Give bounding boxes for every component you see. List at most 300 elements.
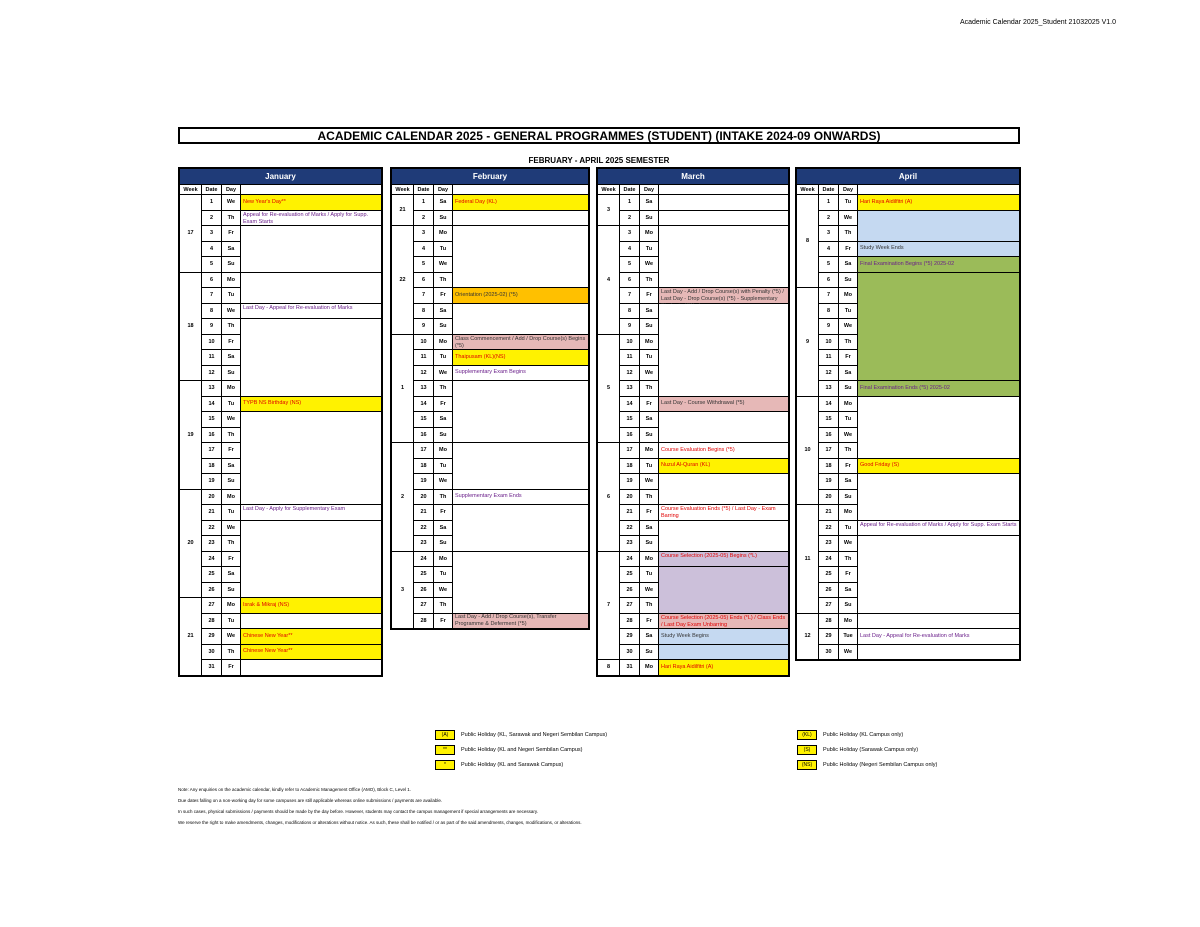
date-cell: 3 (819, 226, 838, 241)
date-cell: 27 (414, 598, 433, 613)
empty-event-cell (453, 443, 588, 489)
date-cell: 6 (819, 273, 838, 288)
day-cell: Th (222, 428, 240, 443)
col-header-date: Date (819, 185, 838, 194)
empty-event-cell (858, 397, 1019, 458)
empty-event-cell (858, 211, 1019, 241)
day-cell: Sa (640, 521, 658, 536)
week-number: 21 (392, 195, 413, 225)
day-cell: We (222, 629, 240, 644)
day-cell: Fr (222, 335, 240, 350)
month-header: February (392, 169, 588, 184)
date-cell: 13 (414, 381, 433, 396)
event-cell: Chinese New Year** (241, 629, 381, 644)
day-cell: Th (640, 598, 658, 613)
month-april (795, 167, 1021, 661)
date-cell: 15 (620, 412, 639, 427)
day-cell: Mo (222, 598, 240, 613)
day-cell: Su (434, 428, 452, 443)
day-cell: Th (222, 211, 240, 226)
legend-swatch: (A) (435, 730, 455, 740)
day-cell: Sa (640, 195, 658, 210)
col-header-day: Day (434, 185, 452, 194)
date-cell: 18 (620, 459, 639, 474)
date-cell: 24 (620, 552, 639, 567)
date-cell: 18 (202, 459, 221, 474)
week-number: 2 (392, 443, 413, 551)
event-cell: Course Selection (2025-05) Ends (*L) / Class Ends / Last Day Exam Unbarring (659, 614, 788, 629)
date-cell: 11 (620, 350, 639, 365)
date-cell: 23 (819, 536, 838, 551)
day-cell: Sa (640, 412, 658, 427)
date-cell: 7 (620, 288, 639, 303)
date-cell: 30 (819, 645, 838, 660)
day-cell: Sa (434, 304, 452, 319)
event-cell: Last Day - Appeal for Re-evaluation of Marks (858, 629, 1019, 644)
legend-swatch: * (435, 760, 455, 770)
col-header-event (241, 185, 381, 194)
day-cell: Mo (434, 552, 452, 567)
day-cell: Su (222, 257, 240, 272)
event-cell: Course Evaluation Ends (*5) / Last Day - Exam Barring (659, 505, 788, 520)
day-cell: We (222, 521, 240, 536)
week-number: 20 (180, 490, 201, 598)
date-cell: 16 (620, 428, 639, 443)
empty-event-cell (858, 273, 1019, 381)
day-cell: Fr (839, 459, 857, 474)
empty-event-cell (659, 412, 788, 442)
col-header-date: Date (414, 185, 433, 194)
day-cell: Su (839, 598, 857, 613)
event-cell: Appeal for Re-evaluation of Marks / Apply for Supp. Exam Starts (858, 521, 1019, 536)
day-cell: We (839, 319, 857, 334)
week-number: 7 (598, 552, 619, 660)
event-cell: Last Day - Add / Drop Course(s), Transfer Programme & Deferment (*5) (453, 614, 588, 629)
day-cell: Fr (222, 552, 240, 567)
col-header-day: Day (839, 185, 857, 194)
day-cell: We (640, 366, 658, 381)
day-cell: We (222, 412, 240, 427)
col-header-event (659, 185, 788, 194)
legend-label: Public Holiday (KL and Negeri Sembilan Campus) (461, 747, 583, 753)
day-cell: Th (222, 536, 240, 551)
date-cell: 14 (819, 397, 838, 412)
event-cell: Study Week Ends (858, 242, 1019, 257)
week-number: 3 (598, 195, 619, 225)
month-february (390, 167, 590, 630)
day-cell: Th (640, 381, 658, 396)
date-cell: 10 (620, 335, 639, 350)
day-cell: Fr (640, 288, 658, 303)
date-cell: 31 (620, 660, 639, 675)
week-number: 10 (797, 397, 818, 505)
day-cell: We (434, 257, 452, 272)
date-cell: 26 (414, 583, 433, 598)
legend-item (435, 730, 607, 740)
day-cell: We (839, 645, 857, 660)
week-number: 9 (797, 288, 818, 396)
note-line: We reserve the right to make amendments, changes, modifications or alterations without notice. As such, these shall be notified / or as part of the said amendments, changes, modifications, or alterations. (178, 820, 582, 825)
date-cell: 1 (819, 195, 838, 210)
empty-event-cell (659, 474, 788, 504)
date-cell: 19 (202, 474, 221, 489)
date-cell: 29 (819, 629, 838, 644)
empty-event-cell (241, 660, 381, 675)
note-line: In such cases, physical submissions / payments should be made by the day before. However, students may contact the campus management if special arrangements are necessary. (178, 809, 539, 814)
day-cell: Tu (222, 288, 240, 303)
col-header-event (858, 185, 1019, 194)
date-cell: 7 (202, 288, 221, 303)
date-cell: 9 (414, 319, 433, 334)
day-cell: Sa (222, 459, 240, 474)
empty-event-cell (659, 567, 788, 613)
date-cell: 7 (819, 288, 838, 303)
day-cell: Su (640, 428, 658, 443)
day-cell: Sa (434, 521, 452, 536)
day-cell: Mo (434, 335, 452, 350)
legend-item (435, 745, 582, 755)
date-cell: 11 (414, 350, 433, 365)
notes-section (178, 784, 582, 828)
date-cell: 28 (202, 614, 221, 629)
week-number: 5 (598, 335, 619, 443)
event-cell: Supplementary Exam Ends (453, 490, 588, 505)
empty-event-cell (453, 505, 588, 551)
date-cell: 3 (414, 226, 433, 241)
date-cell: 30 (620, 645, 639, 660)
empty-event-cell (241, 521, 381, 598)
date-cell: 21 (202, 505, 221, 520)
day-cell: Th (434, 273, 452, 288)
day-cell: We (434, 366, 452, 381)
date-cell: 16 (202, 428, 221, 443)
date-cell: 19 (620, 474, 639, 489)
day-cell: Fr (222, 660, 240, 675)
col-header-day: Day (640, 185, 658, 194)
date-cell: 30 (202, 645, 221, 660)
col-header-date: Date (620, 185, 639, 194)
event-cell: TYPB NS Birthday (NS) (241, 397, 381, 412)
day-cell: Sa (434, 195, 452, 210)
date-cell: 5 (202, 257, 221, 272)
date-cell: 12 (202, 366, 221, 381)
date-cell: 25 (819, 567, 838, 582)
legend-label: Public Holiday (Sarawak Campus only) (823, 747, 919, 753)
event-cell: Course Selection (2025-05) Begins (*L) (659, 552, 788, 567)
date-cell: 13 (620, 381, 639, 396)
week-number: 6 (598, 443, 619, 551)
date-cell: 20 (819, 490, 838, 505)
date-cell: 12 (414, 366, 433, 381)
week-number: 19 (180, 381, 201, 489)
day-cell: Fr (434, 614, 452, 629)
day-cell: Fr (434, 397, 452, 412)
page-title: ACADEMIC CALENDAR 2025 - GENERAL PROGRAMMES (STUDENT) (INTAKE 2024-09 ONWARDS) (178, 127, 1020, 144)
empty-event-cell (241, 226, 381, 272)
col-header-week: Week (598, 185, 619, 194)
date-cell: 22 (414, 521, 433, 536)
empty-event-cell (453, 381, 588, 442)
empty-event-cell (659, 521, 788, 551)
date-cell: 15 (414, 412, 433, 427)
day-cell: Su (640, 319, 658, 334)
col-header-week: Week (392, 185, 413, 194)
col-header-week: Week (797, 185, 818, 194)
day-cell: We (839, 211, 857, 226)
day-cell: Mo (839, 505, 857, 520)
empty-event-cell (241, 412, 381, 504)
date-cell: 1 (620, 195, 639, 210)
event-cell: Good Friday (S) (858, 459, 1019, 474)
empty-event-cell (241, 614, 381, 629)
day-cell: We (839, 428, 857, 443)
date-cell: 21 (414, 505, 433, 520)
day-cell: Sa (640, 629, 658, 644)
day-cell: We (222, 304, 240, 319)
event-cell: Study Week Begins (659, 629, 788, 644)
day-cell: Th (839, 335, 857, 350)
event-cell: Course Evaluation Begins (*5) (659, 443, 788, 458)
date-cell: 8 (819, 304, 838, 319)
day-cell: Tu (839, 521, 857, 536)
day-cell: Sa (222, 350, 240, 365)
date-cell: 18 (819, 459, 838, 474)
date-cell: 26 (819, 583, 838, 598)
day-cell: Mo (640, 226, 658, 241)
date-cell: 25 (414, 567, 433, 582)
empty-event-cell (453, 211, 588, 226)
day-cell: Fr (434, 288, 452, 303)
date-cell: 17 (819, 443, 838, 458)
week-number: 11 (797, 505, 818, 613)
date-cell: 25 (202, 567, 221, 582)
day-cell: Mo (839, 288, 857, 303)
legend-item (797, 745, 918, 755)
month-header: January (180, 169, 381, 184)
date-cell: 28 (620, 614, 639, 629)
day-cell: Su (434, 319, 452, 334)
legend-item (797, 760, 937, 770)
event-cell: Supplementary Exam Begins (453, 366, 588, 381)
day-cell: Su (640, 645, 658, 660)
day-cell: Su (434, 536, 452, 551)
event-cell: Last Day - Appeal for Re-evaluation of Marks (241, 304, 381, 319)
date-cell: 23 (202, 536, 221, 551)
date-cell: 23 (414, 536, 433, 551)
col-header-date: Date (202, 185, 221, 194)
week-number: 21 (180, 598, 201, 675)
day-cell: Su (222, 474, 240, 489)
day-cell: Fr (839, 567, 857, 582)
event-cell: Last Day - Course Withdrawal (*5) (659, 397, 788, 412)
event-cell: New Year's Day** (241, 195, 381, 210)
day-cell: We (434, 583, 452, 598)
date-cell: 6 (620, 273, 639, 288)
legend-label: Public Holiday (KL and Sarawak Campus) (461, 762, 564, 768)
day-cell: Sa (839, 474, 857, 489)
empty-event-cell (241, 319, 381, 396)
day-cell: Th (839, 552, 857, 567)
date-cell: 2 (620, 211, 639, 226)
day-cell: Tu (839, 412, 857, 427)
document-version-header: Academic Calendar 2025_Student 21032025 V1.0 (959, 19, 1116, 26)
date-cell: 26 (202, 583, 221, 598)
week-number: 8 (797, 195, 818, 287)
day-cell: Sa (839, 257, 857, 272)
empty-event-cell (659, 645, 788, 660)
week-number: 17 (180, 195, 201, 272)
day-cell: Fr (839, 242, 857, 257)
date-cell: 14 (414, 397, 433, 412)
date-cell: 8 (202, 304, 221, 319)
date-cell: 23 (620, 536, 639, 551)
date-cell: 20 (414, 490, 433, 505)
month-january (178, 167, 383, 677)
event-cell: Nuzul Al-Quran (KL) (659, 459, 788, 474)
date-cell: 4 (202, 242, 221, 257)
date-cell: 5 (414, 257, 433, 272)
day-cell: Tue (839, 629, 857, 644)
week-number: 12 (797, 614, 818, 660)
week-number: 1 (392, 335, 413, 443)
date-cell: 29 (620, 629, 639, 644)
day-cell: Su (839, 490, 857, 505)
day-cell: Mo (434, 226, 452, 241)
day-cell: Tu (434, 350, 452, 365)
date-cell: 4 (819, 242, 838, 257)
date-cell: 4 (414, 242, 433, 257)
day-cell: Mo (222, 490, 240, 505)
empty-event-cell (858, 645, 1019, 660)
event-cell: Final Examination Ends (*5) 2025-02 (858, 381, 1019, 396)
day-cell: Su (640, 536, 658, 551)
date-cell: 27 (202, 598, 221, 613)
date-cell: 27 (819, 598, 838, 613)
day-cell: Mo (640, 443, 658, 458)
day-cell: Su (222, 366, 240, 381)
legend-label: Public Holiday (Negeri Sembilan Campus only) (823, 762, 938, 768)
date-cell: 5 (620, 257, 639, 272)
event-cell: Israk & Mikraj (NS) (241, 598, 381, 613)
date-cell: 24 (202, 552, 221, 567)
date-cell: 27 (620, 598, 639, 613)
empty-event-cell (453, 226, 588, 287)
day-cell: Mo (839, 397, 857, 412)
date-cell: 20 (202, 490, 221, 505)
date-cell: 22 (819, 521, 838, 536)
date-cell: 28 (414, 614, 433, 629)
day-cell: Tu (640, 459, 658, 474)
date-cell: 17 (414, 443, 433, 458)
legend-label: Public Holiday (KL, Sarawak and Negeri Sembilan Campus) (461, 732, 608, 738)
date-cell: 2 (202, 211, 221, 226)
date-cell: 2 (414, 211, 433, 226)
day-cell: We (222, 195, 240, 210)
empty-event-cell (659, 211, 788, 226)
event-cell: Last Day - Apply for Supplementary Exam (241, 505, 381, 520)
day-cell: Fr (640, 397, 658, 412)
date-cell: 15 (202, 412, 221, 427)
date-cell: 16 (414, 428, 433, 443)
date-cell: 10 (414, 335, 433, 350)
date-cell: 1 (414, 195, 433, 210)
month-header: April (797, 169, 1019, 184)
date-cell: 11 (819, 350, 838, 365)
date-cell: 7 (414, 288, 433, 303)
date-cell: 2 (819, 211, 838, 226)
col-header-day: Day (222, 185, 240, 194)
date-cell: 6 (202, 273, 221, 288)
day-cell: Th (222, 645, 240, 660)
day-cell: Fr (839, 350, 857, 365)
date-cell: 13 (819, 381, 838, 396)
day-cell: Mo (640, 660, 658, 675)
day-cell: We (839, 536, 857, 551)
event-cell: Chinese New Year** (241, 645, 381, 660)
empty-event-cell (453, 304, 588, 334)
month-header: March (598, 169, 788, 184)
day-cell: Sa (434, 412, 452, 427)
date-cell: 4 (620, 242, 639, 257)
day-cell: Th (839, 226, 857, 241)
day-cell: Mo (640, 335, 658, 350)
note-line: Note: Any enquiries on the academic calendar, kindly refer to Academic Management Office (AMO), Block C, Level 1. (178, 787, 412, 792)
day-cell: Tu (640, 350, 658, 365)
legend-swatch: ** (435, 745, 455, 755)
day-cell: Sa (222, 242, 240, 257)
event-cell: Hari Raya Aidilfitri (A) (858, 195, 1019, 210)
day-cell: Th (640, 273, 658, 288)
day-cell: Tu (222, 397, 240, 412)
empty-event-cell (858, 614, 1019, 629)
day-cell: Th (434, 381, 452, 396)
date-cell: 22 (202, 521, 221, 536)
date-cell: 21 (819, 505, 838, 520)
legend-label: Public Holiday (KL Campus only) (823, 732, 904, 738)
date-cell: 19 (414, 474, 433, 489)
date-cell: 5 (819, 257, 838, 272)
date-cell: 25 (620, 567, 639, 582)
date-cell: 26 (620, 583, 639, 598)
legend-swatch: (KL) (797, 730, 817, 740)
day-cell: Tu (434, 242, 452, 257)
empty-event-cell (241, 273, 381, 303)
date-cell: 11 (202, 350, 221, 365)
date-cell: 3 (620, 226, 639, 241)
date-cell: 3 (202, 226, 221, 241)
month-march (596, 167, 790, 677)
date-cell: 9 (202, 319, 221, 334)
day-cell: Su (640, 211, 658, 226)
note-line: Due dates falling on a non-working day for some campuses are still applicable whereas online submissions / payments are available. (178, 798, 443, 803)
day-cell: Tu (640, 242, 658, 257)
date-cell: 18 (414, 459, 433, 474)
week-number: 4 (598, 226, 619, 334)
day-cell: Sa (839, 366, 857, 381)
day-cell: Su (222, 583, 240, 598)
empty-event-cell (659, 195, 788, 210)
date-cell: 20 (620, 490, 639, 505)
day-cell: We (434, 474, 452, 489)
date-cell: 17 (202, 443, 221, 458)
empty-event-cell (858, 474, 1019, 520)
semester-subtitle: FEBRUARY - APRIL 2025 SEMESTER (528, 156, 670, 165)
date-cell: 10 (819, 335, 838, 350)
date-cell: 21 (620, 505, 639, 520)
date-cell: 12 (620, 366, 639, 381)
date-cell: 14 (202, 397, 221, 412)
day-cell: Su (839, 381, 857, 396)
